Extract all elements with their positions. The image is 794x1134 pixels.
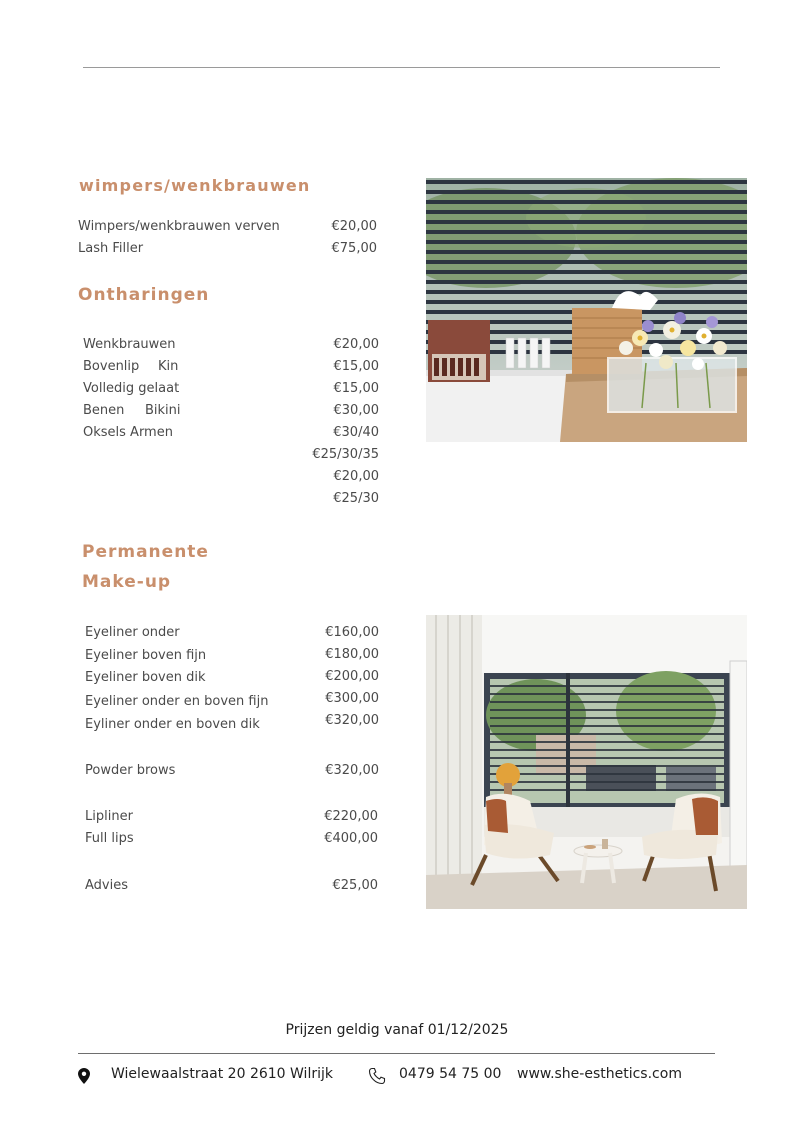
pmu-price: €320,00 — [325, 763, 379, 778]
ontharingen-price: €25/30 — [333, 491, 379, 506]
price-item-price: €20,00 — [331, 219, 377, 234]
pmu-price: €220,00 — [324, 809, 378, 824]
address-text: Wielewaalstraat 20 2610 Wilrijk — [111, 1066, 333, 1082]
pmu-price: €320,00 — [325, 713, 379, 728]
phone-icon — [368, 1067, 386, 1089]
website-link[interactable]: www.she-esthetics.com — [517, 1066, 682, 1082]
pmu-label: Powder brows — [85, 763, 176, 778]
ontharingen-label: Oksels Armen — [83, 425, 173, 440]
ontharingen-label: Benen — [83, 403, 125, 418]
pmu-label: Eyeliner boven dik — [85, 670, 206, 685]
ontharingen-price: €20,00 — [333, 469, 379, 484]
top-divider — [83, 67, 720, 68]
pmu-price: €400,00 — [324, 831, 378, 846]
ontharingen-label: Volledig gelaat — [83, 381, 180, 396]
footer-divider — [78, 1053, 715, 1054]
pmu-label: Eyeliner onder en boven fijn — [85, 694, 269, 709]
phone-text[interactable]: 0479 54 75 00 — [399, 1066, 502, 1082]
pmu-label: Eyeliner boven fijn — [85, 648, 207, 663]
price-item-price: €75,00 — [331, 241, 377, 256]
ontharingen-label: Wenkbrauwen — [83, 337, 176, 352]
pmu-price: €200,00 — [325, 669, 379, 684]
pmu-price: €180,00 — [325, 647, 379, 662]
ontharingen-price: €30/40 — [333, 425, 379, 440]
section-title-wimpers: wimpers/wenkbrauwen — [79, 176, 311, 195]
ontharingen-price: €15,00 — [333, 381, 379, 396]
pmu-price: €300,00 — [325, 691, 379, 706]
pmu-label: Full lips — [85, 831, 134, 846]
pmu-label: Eyeliner onder — [85, 625, 180, 640]
pmu-label: Eyliner onder en boven dik — [85, 717, 260, 732]
ontharingen-price: €30,00 — [333, 403, 379, 418]
pmu-label: Advies — [85, 878, 128, 893]
ontharingen-label: Kin — [158, 359, 179, 374]
pmu-price: €25,00 — [332, 878, 378, 893]
validity-note: Prijzen geldig vanaf 01/12/2025 — [285, 1022, 509, 1038]
ontharingen-price: €20,00 — [333, 337, 379, 352]
price-item-label: Lash Filler — [78, 241, 144, 256]
ontharingen-price: €25/30/35 — [312, 447, 379, 462]
pmu-price: €160,00 — [325, 625, 379, 640]
section-title-permanente: Permanente — [82, 542, 209, 562]
salon-reception-photo — [426, 178, 747, 442]
ontharingen-label: Bovenlip — [83, 359, 140, 374]
salon-lounge-photo — [426, 615, 747, 909]
price-item-label: Wimpers/wenkbrauwen verven — [78, 219, 280, 234]
location-pin-icon — [78, 1068, 90, 1088]
pmu-label: Lipliner — [85, 809, 133, 824]
ontharingen-label: Bikini — [145, 403, 181, 418]
ontharingen-price: €15,00 — [333, 359, 379, 374]
section-title-makeup: Make-up — [82, 572, 172, 592]
section-title-ontharingen: Ontharingen — [78, 285, 210, 305]
